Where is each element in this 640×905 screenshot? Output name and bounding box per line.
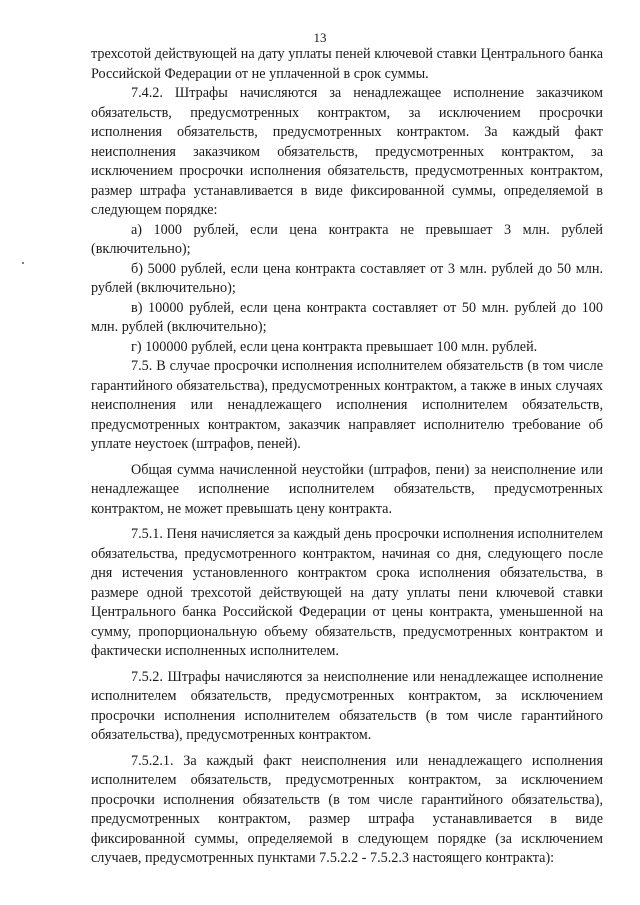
- paragraph-7-5-1: 7.5.1. Пеня начисляется за каждый день просрочки исполнения исполнителем обязательства, предусмотренного контрактом, начиная со дня, следующего после дня истечения установленного контрактом срока исполнения обязательства, в размере одной трехсотой действующей на дату уплаты пени ключевой ставки Центрального банка Российской Федерации от цены контракта, уменьшенной на сумму, пропорциональную объему обязательств, предусмотренных контрактом и фактически исполненных исполнителем.: [91, 526, 603, 659]
- paragraph-7-5-2-1: 7.5.2.1. За каждый факт неисполнения или ненадлежащего исполнения исполнителем обязательств, предусмотренных контрактом, за исключением просрочки исполнения обязательств (в том числе гарантийного обязательства), предусмотренных контрактом, размер штрафа устанавливается в виде фиксированной суммы, определяемой в следующем порядке (за исключением случаев, предусмотренных пунктами 7.5.2.2 - 7.5.2.3 настоящего контракта):: [91, 752, 603, 866]
- list-item-v: в) 10000 рублей, если цена контракта составляет от 50 млн. рублей до 100 млн. рублей (включительно);: [91, 299, 603, 335]
- paragraph-total-penalty: Общая сумма начисленной неустойки (штрафов, пени) за неисполнение или ненадлежащее исполнение исполнителем обязательств, предусмотренных контрактом, не может превышать цену контракта.: [91, 461, 603, 517]
- page-number: 13: [313, 30, 327, 45]
- document-body: [91, 45, 603, 869]
- scan-speck: [22, 262, 24, 264]
- list-item-a: а) 1000 рублей, если цена контракта не превышает 3 млн. рублей (включительно);: [91, 221, 603, 257]
- list-item-b: б) 5000 рублей, если цена контракта составляет от 3 млн. рублей до 50 млн. рублей (включительно);: [91, 260, 603, 296]
- paragraph-7-5-2: 7.5.2. Штрафы начисляются за неисполнение или ненадлежащее исполнение исполнителем обязательств, предусмотренных контрактом, за исключением просрочки исполнения исполнителем обязательств (в том числе гарантийного обязательства), предусмотренных контрактом.: [91, 668, 603, 743]
- paragraph-7-4-2: 7.4.2. Штрафы начисляются за ненадлежащее исполнение заказчиком обязательств, предусмотренных контрактом, за исключением просрочки исполнения обязательств, предусмотренных контрактом. За каждый факт неисполнения заказчиком обязательств, предусмотренных контрактом, за исключением просрочки исполнения обязательств, предусмотренных контрактом, размер штрафа устанавливается в виде фиксированной суммы, определяемой в следующем порядке:: [91, 85, 603, 218]
- paragraph-continuation: трехсотой действующей на дату уплаты пеней ключевой ставки Центрального банка Российской Федерации от не уплаченной в срок суммы.: [91, 46, 603, 82]
- list-item-g: г) 100000 рублей, если цена контракта превышает 100 млн. рублей.: [131, 338, 538, 355]
- paragraph-7-5: 7.5. В случае просрочки исполнения исполнителем обязательств (в том числе гарантийного обязательства), предусмотренных контрактом, а также в иных случаях неисполнения или ненадлежащего исполнения исполнителем обязательств, предусмотренных контрактом, заказчик направляет исполнителю требование об уплате неустоек (штрафов, пеней).: [91, 358, 603, 452]
